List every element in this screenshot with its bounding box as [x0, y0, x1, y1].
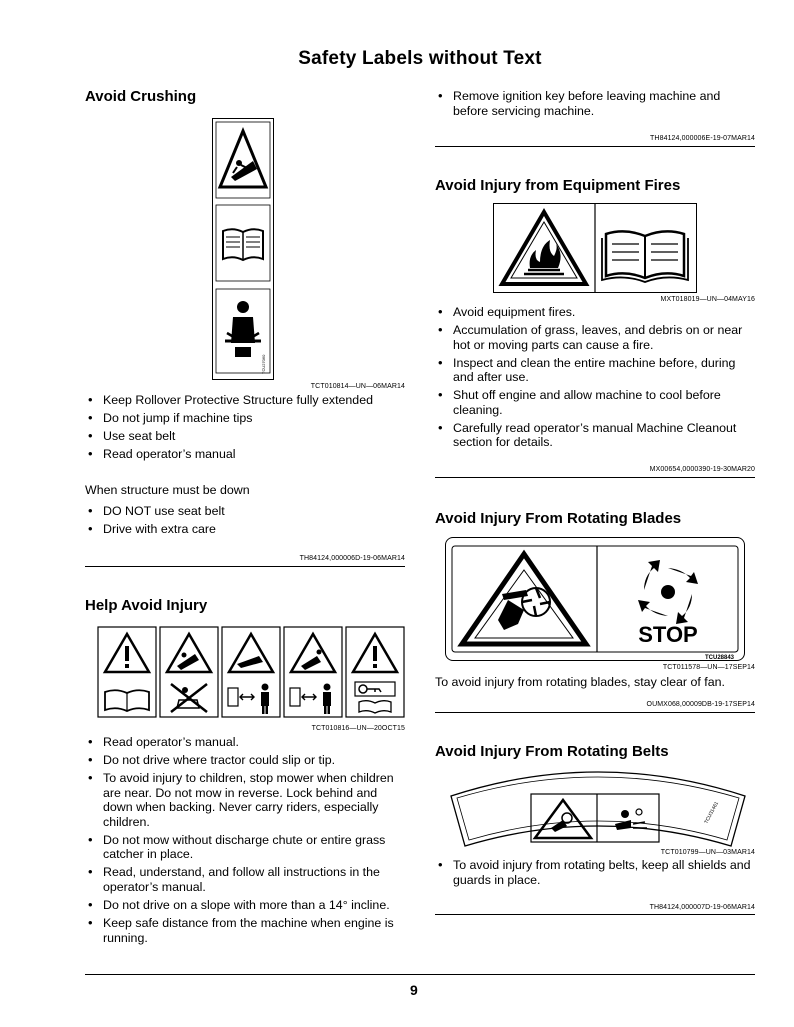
tip-over-icon — [216, 122, 270, 198]
section-divider — [85, 566, 405, 567]
manual-book-icon — [216, 205, 270, 281]
section-divider — [435, 477, 755, 478]
rotating-blade-icon — [462, 554, 586, 644]
keep-distance-icon — [222, 627, 280, 717]
section-divider — [435, 146, 755, 147]
page-title: Safety Labels without Text — [298, 48, 542, 69]
avoid-crushing-bullets — [85, 393, 407, 465]
equipment-fires-label — [493, 203, 697, 293]
avoid-crushing-subheading: When structure must be down — [85, 483, 250, 497]
help-avoid-injury-bullets — [85, 735, 407, 949]
help-avoid-injury-heading: Help Avoid Injury — [85, 597, 208, 614]
footer-rule — [85, 974, 755, 975]
help-avoid-injury-figure-ref: TCT010816—UN—20OCT15 — [311, 725, 405, 732]
rotating-belts-figure-ref: TCT010799—UN—03MAR14 — [660, 849, 755, 856]
list-item: • Do not jump if machine tips — [85, 411, 407, 426]
avoid-crushing-heading: Avoid Crushing — [85, 88, 197, 105]
list-item: • Read operator’s manual. — [85, 735, 407, 750]
fire-icon — [502, 212, 586, 284]
list-item: • Carefully read operator’s manual Machine Cleanout section for details. — [435, 421, 757, 450]
equipment-fires-heading: Avoid Injury from Equipment Fires — [435, 177, 681, 194]
avoid-crushing-section-ref: TH84124,000006D-19-06MAR14 — [299, 555, 405, 562]
help-avoid-injury-labels — [97, 626, 407, 720]
ignition-key-icon — [346, 627, 404, 717]
rotating-blades-heading: Avoid Injury From Rotating Blades — [435, 510, 682, 527]
list-item: • Accumulation of grass, leaves, and debris on or near hot or moving parts can cause a fire. — [435, 323, 757, 352]
rotating-blades-body: To avoid injury from rotating blades, stay clear of fan. — [435, 675, 725, 689]
rotating-blades-label — [445, 537, 745, 661]
rotating-blades-label-code: TCU28843 — [704, 655, 734, 660]
list-item: • Keep Rollover Protective Structure fully extended — [85, 393, 407, 408]
stop-text: STOP — [638, 622, 698, 647]
list-item: • Avoid equipment fires. — [435, 305, 757, 320]
list-item: • To avoid injury to children, stop mower when children are near. Do not mow in reverse. Lock behind and down when backing. Never carry riders, especially children. — [85, 771, 407, 829]
list-item: • Do not drive on a slope with more than a 14° incline. — [85, 898, 407, 913]
no-riders-icon — [171, 684, 207, 712]
rotating-blades-section-ref: OUMX068,00009DB-19-17SEP14 — [646, 701, 755, 708]
fan-rotation-icon — [638, 560, 698, 624]
list-item: • Keep safe distance from the machine when engine is running. — [85, 916, 407, 945]
keep-distance-icon — [284, 627, 342, 717]
ignition-section-ref: TH84124,000006E-19-07MAR14 — [650, 135, 755, 142]
page-number: 9 — [410, 982, 418, 998]
list-item: • Do not drive where tractor could slip or tip. — [85, 753, 407, 768]
list-item: • Shut off engine and allow machine to cool before cleaning. — [435, 388, 757, 417]
avoid-crushing-label-code: TCU27060 — [261, 354, 266, 374]
ignition-bullets — [435, 89, 757, 122]
list-item: • Read operator’s manual — [85, 447, 407, 462]
rotating-belts-label-code: TCU31461 — [703, 800, 721, 825]
equipment-fires-section-ref: MX00654,0000390-19-30MAR20 — [649, 466, 755, 473]
avoid-crushing-label — [212, 118, 274, 380]
list-item: • Remove ignition key before leaving machine and before servicing machine. — [435, 89, 757, 118]
equipment-fires-bullets — [435, 305, 757, 453]
rotating-belts-label — [445, 766, 751, 848]
list-item: • To avoid injury from rotating belts, keep all shields and guards in place. — [435, 858, 757, 887]
warning-triangle-icon — [98, 627, 156, 717]
rotating-blades-figure-ref: TCT011578—UN—17SEP14 — [662, 664, 755, 671]
equipment-fires-figure-ref: MXT018019—UN—04MAY16 — [660, 296, 755, 303]
list-item: • Use seat belt — [85, 429, 407, 444]
list-item: • Do not mow without discharge chute or entire grass catcher in place. — [85, 833, 407, 862]
rotating-belts-bullets — [435, 858, 757, 891]
tip-over-icon — [160, 627, 218, 717]
list-item: • Drive with extra care — [85, 522, 407, 537]
avoid-crushing-figure-ref: TCT010814—UN—06MAR14 — [310, 383, 405, 390]
section-divider — [435, 712, 755, 713]
section-divider — [435, 914, 755, 915]
list-item: • Inspect and clean the entire machine before, during and after use. — [435, 356, 757, 385]
rotating-belts-section-ref: TH84124,000007D-19-06MAR14 — [649, 904, 755, 911]
rotating-belts-heading: Avoid Injury From Rotating Belts — [435, 743, 669, 760]
avoid-crushing-sub-bullets — [85, 504, 407, 540]
list-item: • DO NOT use seat belt — [85, 504, 407, 519]
manual-book-icon — [602, 231, 688, 282]
list-item: • Read, understand, and follow all instructions in the operator’s manual. — [85, 865, 407, 894]
